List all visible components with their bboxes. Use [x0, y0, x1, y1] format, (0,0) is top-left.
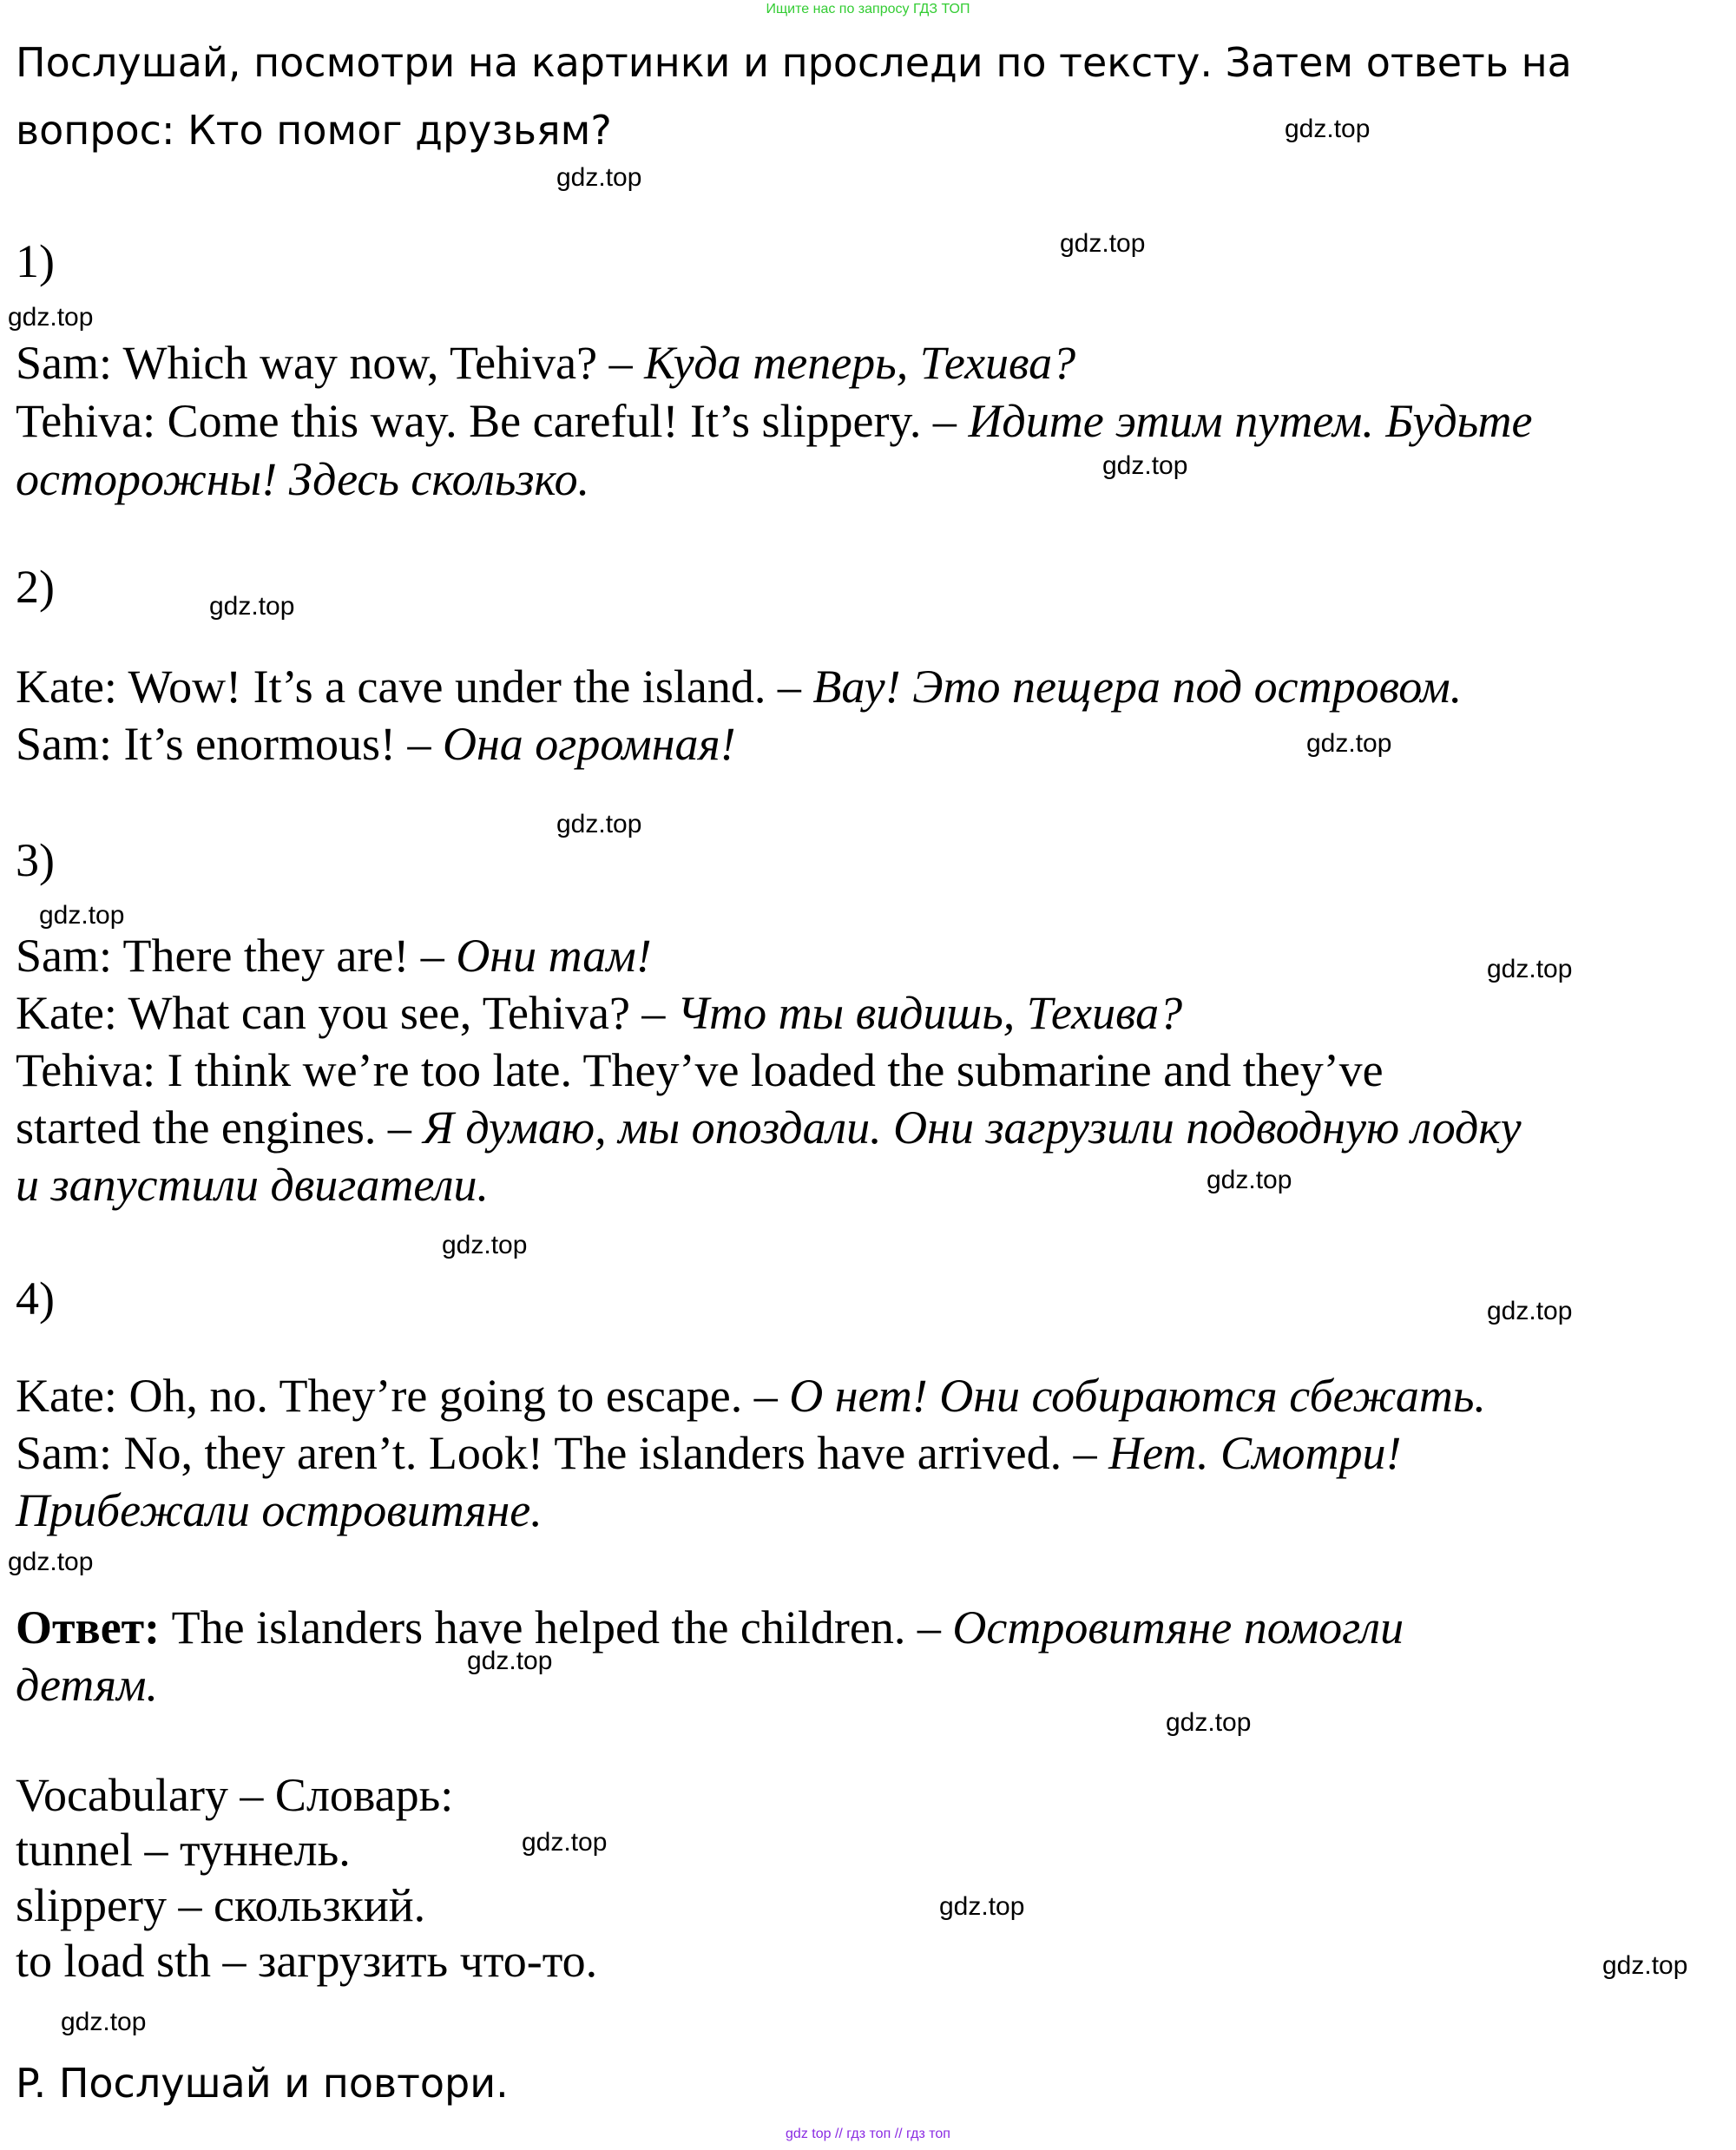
section-4-line-2 [16, 1424, 1402, 1482]
bottom-banner[interactable]: gdz top // гдз топ // гдз топ [786, 2127, 950, 2141]
russian-text: Что ты видишь, Техива? [676, 987, 1183, 1039]
section-4-number: 4) [16, 1272, 55, 1325]
section-3-number: 3) [16, 834, 55, 886]
english-text: Tehiva: Come this way. Be careful! It’s slippery. – [16, 395, 969, 447]
answer-line-1 [16, 1599, 1404, 1656]
section-3-line-5 [16, 1156, 489, 1213]
english-text: Kate: Wow! It’s a cave under the island. – [16, 661, 813, 713]
vocabulary-item: tunnel – туннель. [16, 1824, 351, 1876]
vocabulary-title: Vocabulary – Словарь: [16, 1769, 454, 1821]
vocabulary-item: slippery – скользкий. [16, 1879, 426, 1931]
russian-text: осторожны! Здесь скользко. [16, 453, 590, 505]
russian-text: О нет! Они собираются сбежать. [789, 1370, 1486, 1422]
section-1-line-3 [16, 450, 589, 508]
watermark: gdz.top [209, 592, 295, 621]
watermark: gdz.top [467, 1647, 553, 1675]
answer-english: The islanders have helped the children. – [160, 1601, 953, 1654]
watermark: gdz.top [1306, 729, 1392, 758]
russian-text: Куда теперь, Техива? [644, 337, 1076, 389]
vocabulary-item: to load sth – загрузить что-то. [16, 1935, 598, 1987]
task-line-2: вопрос: Кто помог друзьям? [16, 107, 612, 154]
watermark: gdz.top [1207, 1166, 1292, 1194]
watermark: gdz.top [1487, 955, 1573, 983]
russian-text: Я думаю, мы опоздали. Они загрузили подводную лодку [423, 1101, 1522, 1154]
watermark: gdz.top [1602, 1951, 1688, 1980]
section-2-line-2 [16, 715, 736, 773]
answer-russian: Островитяне помогли [952, 1601, 1404, 1654]
answer-label: Ответ: [16, 1601, 161, 1654]
section-4-line-3 [16, 1482, 542, 1539]
listen-and-repeat: P. Послушай и повтори. [16, 2060, 509, 2107]
watermark: gdz.top [556, 163, 642, 192]
english-text: Tehiva: I think we’re too late. They’ve loaded the submarine and they’ve [16, 1044, 1384, 1096]
watermark: gdz.top [1102, 451, 1188, 480]
russian-text: Идите этим путем. Будьте [968, 395, 1533, 447]
watermark: gdz.top [939, 1892, 1025, 1921]
russian-text: и запустили двигатели. [16, 1159, 490, 1211]
watermark: gdz.top [1285, 115, 1371, 143]
watermark: gdz.top [39, 901, 125, 930]
watermark: gdz.top [8, 303, 94, 332]
watermark: gdz.top [61, 2008, 147, 2036]
top-banner[interactable]: Ищите нас по запросу ГДЗ ТОП [766, 2, 970, 16]
watermark: gdz.top [8, 1548, 94, 1576]
section-3-line-2 [16, 984, 1182, 1042]
russian-text: Она огромная! [442, 718, 736, 770]
answer-line-2: детям. [16, 1659, 158, 1711]
english-text: Sam: There they are! – [16, 930, 457, 982]
section-3-line-4 [16, 1099, 1522, 1156]
watermark: gdz.top [522, 1828, 608, 1857]
section-4-line-1 [16, 1367, 1486, 1424]
english-text: Kate: What can you see, Tehiva? – [16, 987, 677, 1039]
task-line-1: Послушай, посмотри на картинки и проследи по тексту. Затем ответь на [16, 39, 1572, 86]
english-text: Sam: No, they aren’t. Look! The islanders have arrived. – [16, 1427, 1109, 1479]
section-1-line-1 [16, 334, 1075, 391]
section-3-line-3 [16, 1042, 1384, 1099]
section-3-line-1 [16, 927, 652, 984]
watermark: gdz.top [1487, 1297, 1573, 1325]
russian-text: Вау! Это пещера под островом. [812, 661, 1463, 713]
section-2-line-1 [16, 658, 1462, 715]
section-2-number: 2) [16, 561, 55, 613]
english-text: Sam: Which way now, Tehiva? – [16, 337, 645, 389]
english-text: Kate: Oh, no. They’re going to escape. – [16, 1370, 790, 1422]
watermark: gdz.top [1166, 1708, 1252, 1737]
section-1-number: 1) [16, 235, 55, 287]
russian-text: Прибежали островитяне. [16, 1484, 542, 1536]
russian-text: Они там! [456, 930, 652, 982]
watermark: gdz.top [442, 1231, 528, 1259]
section-1-line-2 [16, 392, 1532, 450]
russian-text: Нет. Смотри! [1108, 1427, 1402, 1479]
english-text: started the engines. – [16, 1101, 424, 1154]
watermark: gdz.top [556, 810, 642, 838]
english-text: Sam: It’s enormous! – [16, 718, 443, 770]
watermark: gdz.top [1060, 229, 1146, 258]
